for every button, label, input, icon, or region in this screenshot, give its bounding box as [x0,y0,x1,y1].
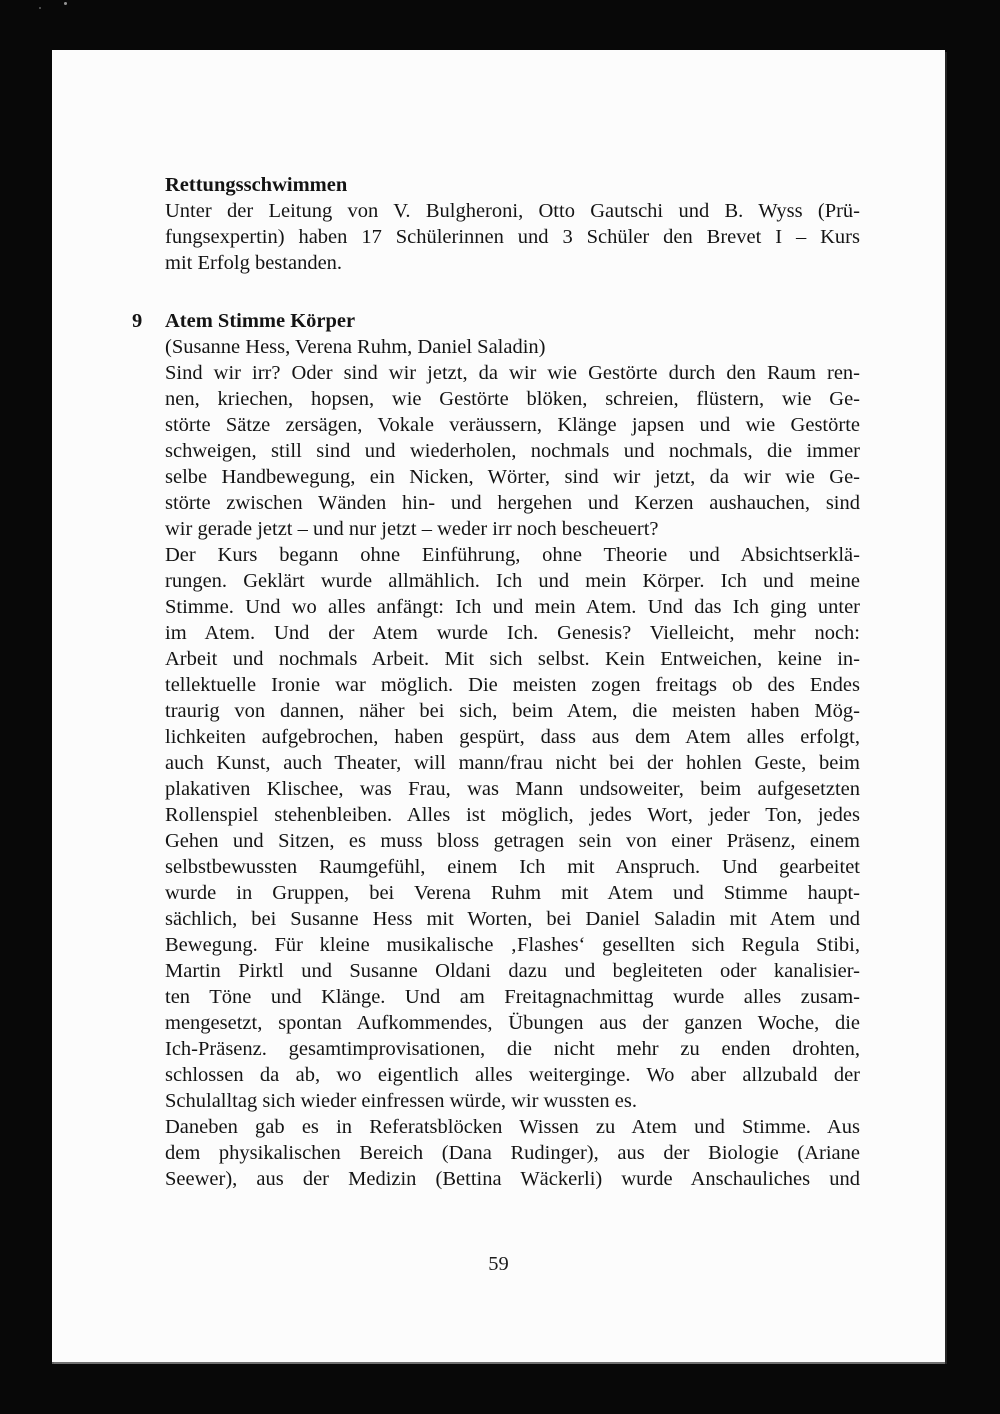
section-number: 9 [132,310,143,332]
text-line: rungen. Geklärt wurde allmählich. Ich und mein Körper. Ich und meine [165,570,860,592]
text-line: Ich-Präsenz. gesamtimprovisationen, die nicht mehr zu enden drohten, [165,1038,860,1060]
section-heading: Atem Stimme Körper [165,310,356,332]
text-line: Daneben gab es in Referatsblöcken Wissen zu Atem und Stimme. Aus [165,1116,860,1138]
text-line: wurde in Gruppen, bei Verena Ruhm mit Atem und Stimme haupt- [165,882,860,904]
text-line: tellektuelle Ironie war möglich. Die meisten zogen freitags ob des Endes [165,674,860,696]
text-line: sächlich, bei Susanne Hess mit Worten, bei Daniel Saladin mit Atem und [165,908,860,930]
text-line: selbstbewussten Raumgefühl, einem Ich mit Anspruch. Und gearbeitet [165,856,860,878]
text-line: Sind wir irr? Oder sind wir jetzt, da wir wie Gestörte durch den Raum ren- [165,362,860,384]
paragraph-sind-wir-irr [165,360,860,542]
text-column [132,172,860,1192]
text-line: auch Kunst, auch Theater, will mann/frau nicht bei der hohlen Geste, beim [165,752,860,774]
text-line: selbe Handbewegung, ein Nicken, Wörter, sind wir jetzt, da wir wie Ge- [165,466,860,488]
text-line: fungsexpertin) haben 17 Schülerinnen und 3 Schüler den Brevet I – Kurs [165,226,860,248]
text-line: lichkeiten aufgebrochen, haben gespürt, dass aus dem Atem alles erfolgt, [165,726,860,748]
text-line: Stimme. Und wo alles anfängt: Ich und mein Atem. Und das Ich ging unter [165,596,860,618]
text-line: Arbeit und nochmals Arbeit. Mit sich selbst. Kein Entweichen, keine in- [165,648,860,670]
text-line: traurig von dannen, näher bei sich, beim Atem, die meisten haben Mög- [165,700,860,722]
text-line: im Atem. Und der Atem wurde Ich. Genesis? Vielleicht, mehr noch: [165,622,860,644]
text-line: Bewegung. Für kleine musikalische ‚Flashes‘ gesellten sich Regula Stibi, [165,934,860,956]
text-line: wir gerade jetzt – und nur jetzt – weder irr noch bescheuert? [165,518,659,540]
text-line: mit Erfolg bestanden. [165,252,343,274]
text-line: Rollenspiel stehenbleiben. Alles ist möglich, jedes Wort, jeder Ton, jedes [165,804,860,826]
text-line: störte zwischen Wänden hin- und hergehen und Kerzen aushauchen, sind [165,492,860,514]
paragraph-heading-rettungsschwimmen: Rettungsschwimmen [165,174,348,196]
text-line: Schulalltag sich wieder einfressen würde, wir wussten es. [165,1090,637,1112]
text-line: ten Töne und Klänge. Und am Freitagnachmittag wurde alles zusam- [165,986,860,1008]
text-line: nen, kriechen, hopsen, wie Gestörte blöken, schreien, flüstern, wie Ge- [165,388,860,410]
text-line: schweigen, still sind und wiederholen, nochmals und nochmals, die immer [165,440,860,462]
scan-artifact-dot [64,2,67,5]
text-line: schlossen da ab, wo eigentlich alles weiterginge. Wo aber allzubald der [165,1064,860,1086]
paragraph-der-kurs [165,542,860,1114]
text-line: Seewer), aus der Medizin (Bettina Wäckerli) wurde Anschauliches und [165,1168,860,1190]
paragraph-rettungsschwimmen [165,198,860,276]
document-page [52,50,945,1362]
page-number: 59 [488,1253,509,1275]
text-line: mengesetzt, spontan Aufkommendes, Übungen aus der ganzen Woche, die [165,1012,860,1034]
text-line: Gehen und Sitzen, es muss bloss getragen sein von einer Präsenz, einem [165,830,860,852]
text-line: Der Kurs begann ohne Einführung, ohne Theorie und Absichtserklä- [165,544,860,566]
scan-artifact-dot [39,7,41,9]
text-line: störte Sätze zersägen, Vokale veräussern, Klänge japsen und wie Gestörte [165,414,860,436]
text-line: Unter der Leitung von V. Bulgheroni, Otto Gautschi und B. Wyss (Prü- [165,200,860,222]
text-line: plakativen Klischee, was Frau, was Mann undsoweiter, beim aufgesetzten [165,778,860,800]
paragraph-daneben [165,1114,860,1192]
text-line: dem physikalischen Bereich (Dana Rudinger), aus der Biologie (Ariane [165,1142,860,1164]
text-line: Martin Pirktl und Susanne Oldani dazu und begleiteten oder kanalisier- [165,960,860,982]
section-atem-stimme-koerper [132,308,860,1192]
section-byline: (Susanne Hess, Verena Ruhm, Daniel Saladin) [165,336,546,358]
